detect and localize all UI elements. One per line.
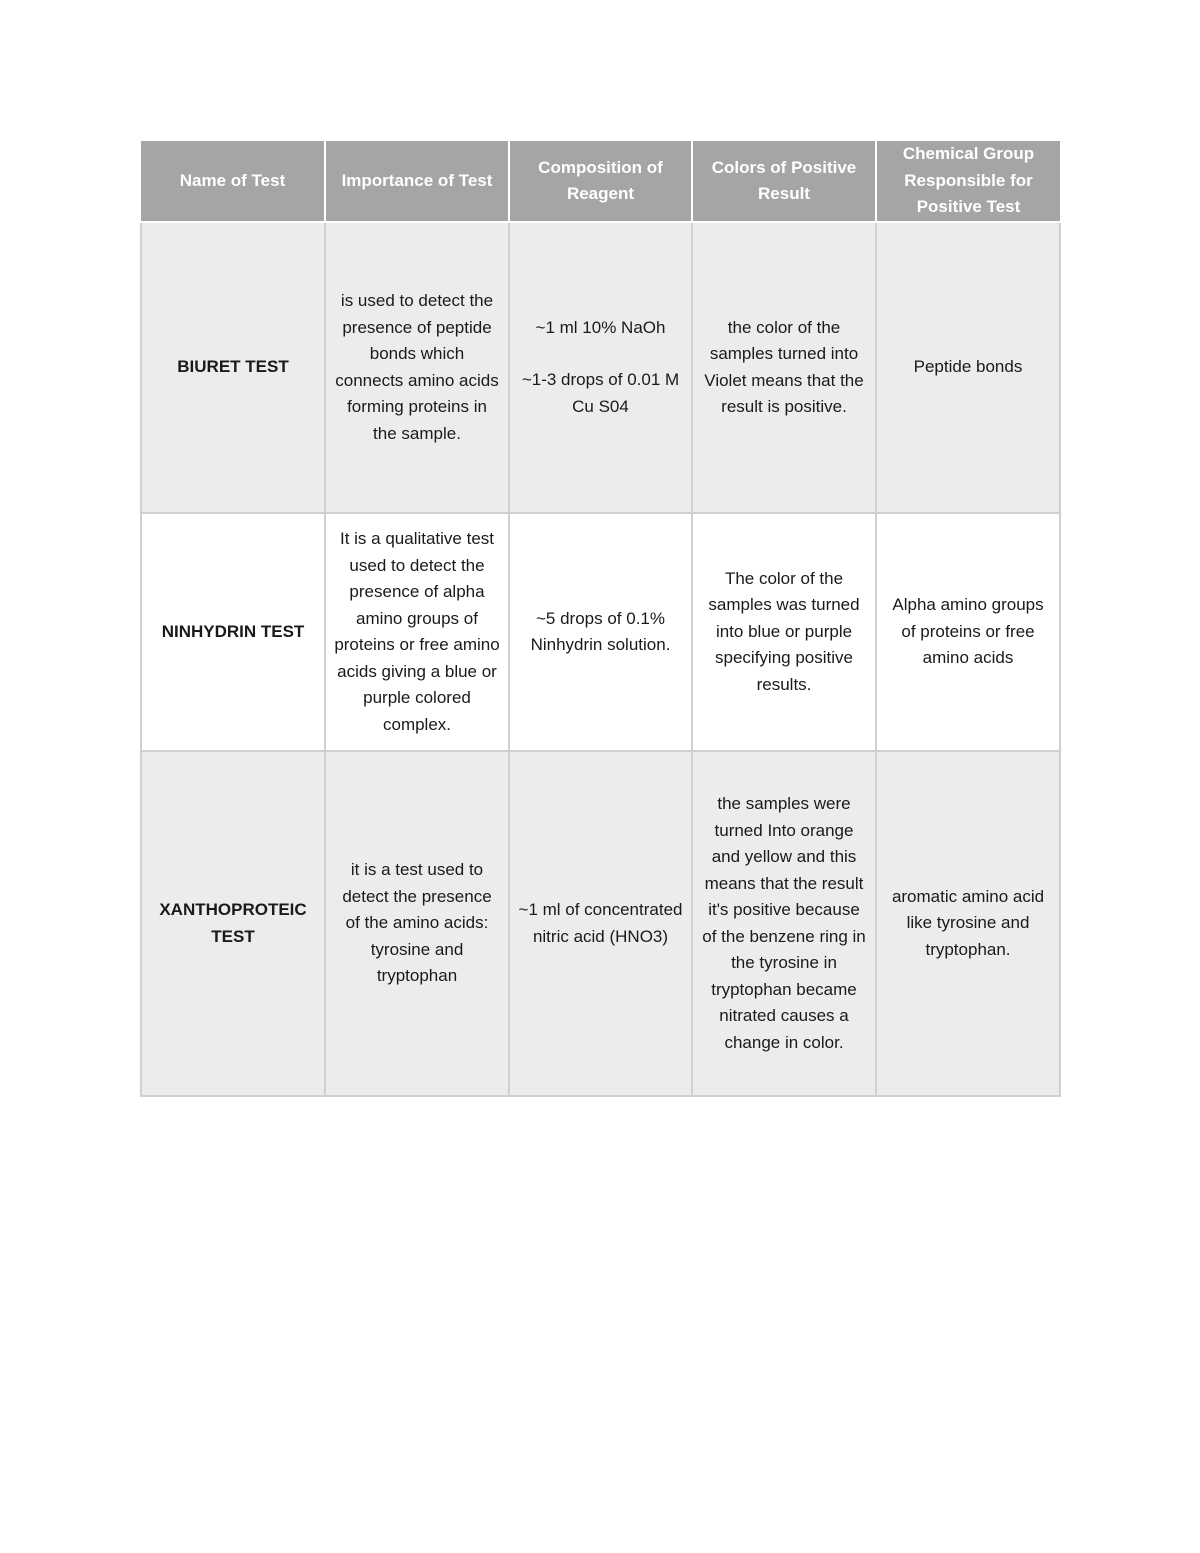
header-importance-of-test: Importance of Test bbox=[325, 141, 509, 222]
importance-cell: it is a test used to detect the presence of the amino acids: tyrosine and tryptophan bbox=[325, 751, 509, 1096]
composition-line: ~1-3 drops of 0.01 M Cu S04 bbox=[521, 370, 680, 416]
importance-cell: It is a qualitative test used to detect the presence of alpha amino groups of proteins or free amino acids giving a blue or purple colored complex. bbox=[325, 513, 509, 751]
test-name-cell: BIURET TEST bbox=[141, 222, 325, 513]
importance-cell: is used to detect the presence of peptide bonds which connects amino acids forming proteins in the sample. bbox=[325, 222, 509, 513]
color-result-cell: The color of the samples was turned into blue or purple specifying positive results. bbox=[692, 513, 876, 751]
table-header-row bbox=[141, 141, 1060, 222]
color-result-cell: the color of the samples turned into Violet means that the result is positive. bbox=[692, 222, 876, 513]
chemical-group-cell: Peptide bonds bbox=[876, 222, 1060, 513]
header-name-of-test: Name of Test bbox=[141, 141, 325, 222]
composition-cell: ~1 ml of concentrated nitric acid (HNO3) bbox=[509, 751, 692, 1096]
chemical-group-cell: Alpha amino groups of proteins or free amino acids bbox=[876, 513, 1060, 751]
composition-line: ~1 ml 10% NaOh bbox=[535, 317, 666, 337]
composition-cell bbox=[509, 222, 692, 513]
table-row bbox=[141, 222, 1060, 513]
test-name-cell: NINHYDRIN TEST bbox=[141, 513, 325, 751]
protein-tests-table bbox=[140, 141, 1061, 1097]
composition-cell: ~5 drops of 0.1% Ninhydrin solution. bbox=[509, 513, 692, 751]
header-chemical-group: Chemical Group Responsible for Positive Test bbox=[876, 141, 1060, 222]
table-row bbox=[141, 751, 1060, 1096]
spacer bbox=[518, 341, 683, 367]
chemical-group-cell: aromatic amino acid like tyrosine and tryptophan. bbox=[876, 751, 1060, 1096]
color-result-cell: the samples were turned Into orange and yellow and this means that the result it's positive because of the benzene ring in the tyrosine in tryptophan became nitrated causes a change in color. bbox=[692, 751, 876, 1096]
header-composition-of-reagent: Composition of Reagent bbox=[509, 141, 692, 222]
header-colors-of-positive-result: Colors of Positive Result bbox=[692, 141, 876, 222]
table-row bbox=[141, 513, 1060, 751]
test-name-cell: XANTHOPROTEIC TEST bbox=[141, 751, 325, 1096]
